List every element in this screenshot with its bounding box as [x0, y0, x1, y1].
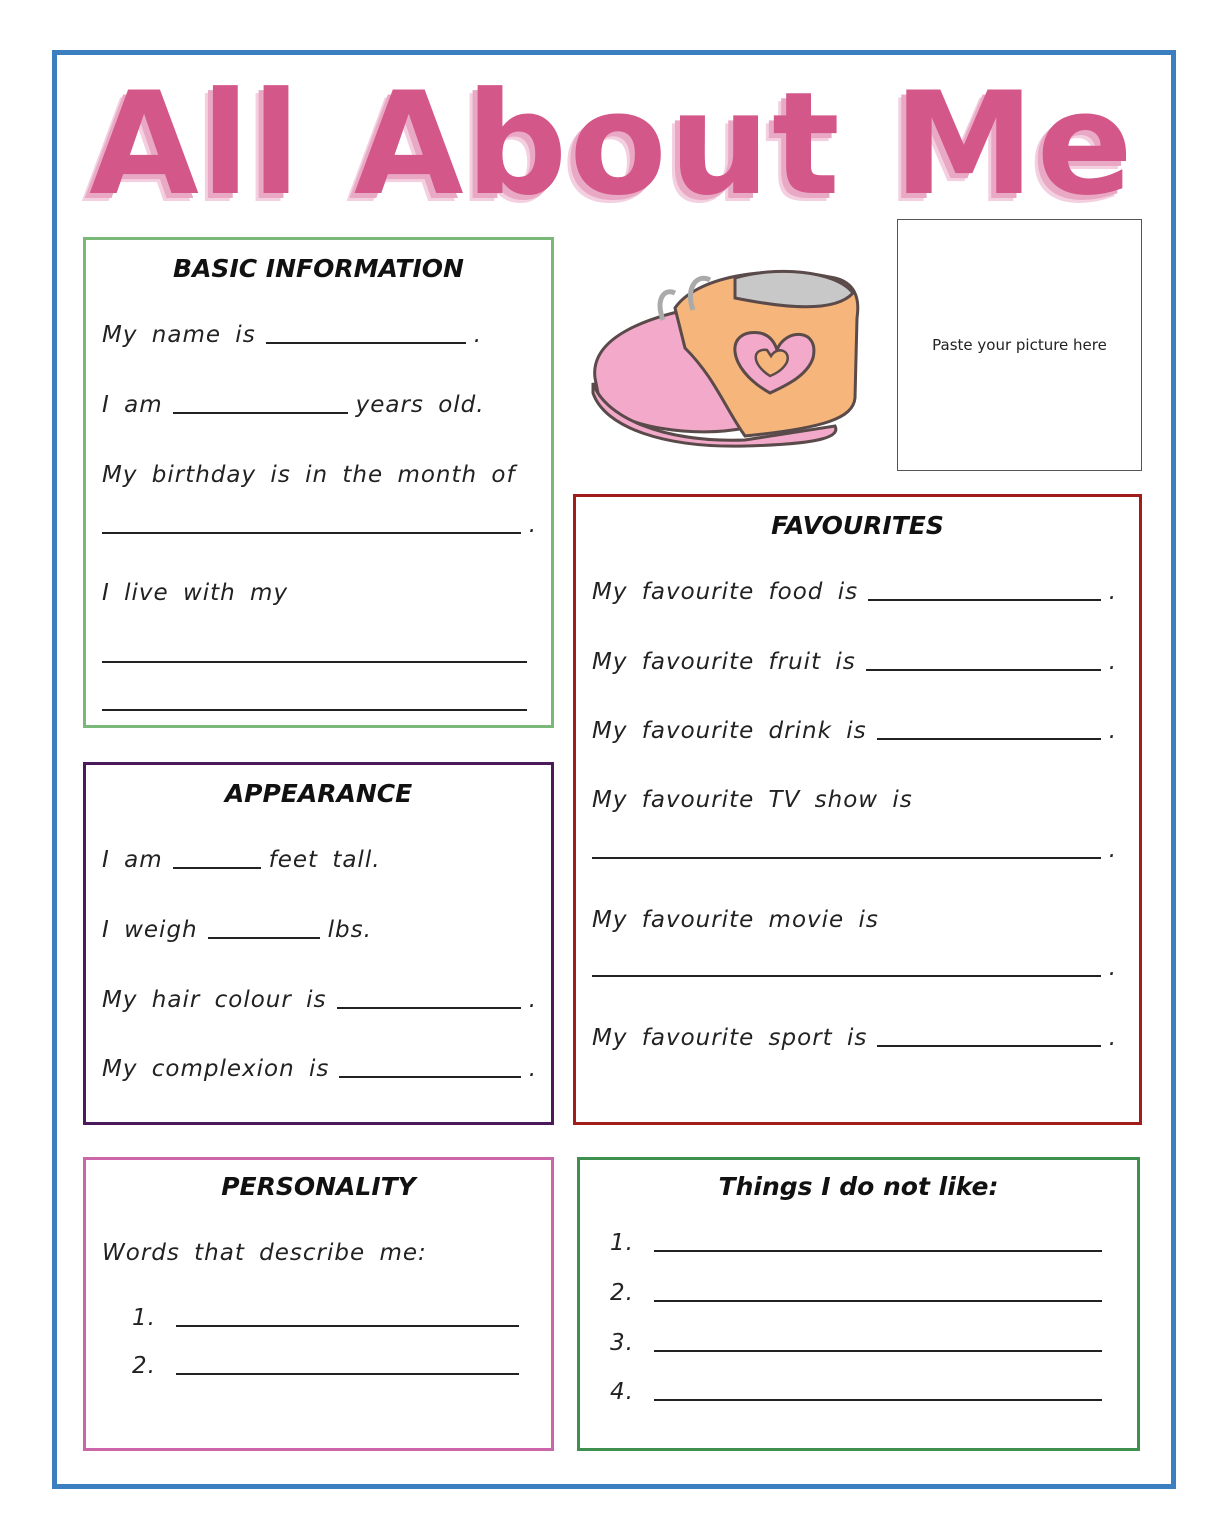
blank	[654, 1299, 1102, 1302]
sport-line	[592, 1025, 1117, 1051]
height-line	[102, 847, 381, 873]
label: My name is	[102, 322, 256, 348]
blank	[866, 668, 1101, 671]
blank	[266, 341, 466, 344]
label: My favourite food is	[592, 579, 859, 605]
blank	[102, 708, 527, 711]
complexion-line	[102, 1056, 537, 1082]
number: 1.	[610, 1230, 634, 1256]
label: My favourite drink is	[592, 718, 867, 744]
section-heading: FAVOURITES	[771, 511, 944, 540]
dislike-line-3	[610, 1330, 1110, 1356]
number: 1.	[132, 1305, 156, 1331]
drink-line	[592, 718, 1117, 744]
label: My birthday is in the month of	[102, 462, 516, 488]
blank	[102, 531, 521, 534]
label: .	[1108, 837, 1117, 863]
tv-blank-line	[592, 837, 1117, 863]
blank	[337, 1006, 521, 1009]
label: .	[473, 322, 482, 348]
personality-line-2	[132, 1353, 527, 1379]
personality-line-1	[132, 1305, 527, 1331]
number: 3.	[610, 1330, 634, 1356]
blank	[173, 411, 348, 414]
label: years old.	[355, 392, 485, 418]
section-heading: PERSONALITY	[221, 1172, 416, 1201]
blank	[173, 866, 261, 869]
section-heading: Things I do not like:	[718, 1172, 999, 1201]
birthday-line	[102, 462, 516, 488]
label: .	[1108, 649, 1117, 675]
label: .	[1108, 718, 1117, 744]
label: I live with my	[102, 580, 289, 606]
dislike-line-1	[610, 1230, 1110, 1256]
age-line	[102, 392, 485, 418]
label: I am	[102, 847, 163, 873]
blank	[877, 1044, 1100, 1047]
blank	[102, 660, 527, 663]
favourites-section	[573, 494, 1142, 1125]
name-line	[102, 322, 522, 348]
label: My favourite fruit is	[592, 649, 856, 675]
label: My complexion is	[102, 1056, 330, 1082]
personality-prompt: Words that describe me:	[102, 1240, 427, 1266]
section-heading: BASIC INFORMATION	[173, 254, 464, 283]
blank	[176, 1324, 519, 1327]
shoe-illustration	[585, 258, 865, 448]
page-title: All About Me	[89, 62, 1135, 227]
dislike-line-4	[610, 1379, 1110, 1405]
label: My favourite TV show is	[592, 787, 913, 813]
label: .	[528, 1056, 537, 1082]
basic-information-section	[83, 237, 554, 728]
appearance-section	[83, 762, 554, 1125]
number: 2.	[132, 1353, 156, 1379]
label: .	[528, 512, 537, 538]
birthday-blank-line	[102, 512, 537, 538]
picture-label: Paste your picture here	[932, 336, 1107, 354]
blank	[176, 1372, 519, 1375]
blank	[654, 1349, 1102, 1352]
label: My favourite movie is	[592, 907, 879, 933]
tv-line	[592, 787, 913, 813]
food-line	[592, 579, 1117, 605]
blank	[868, 598, 1101, 601]
dislike-line-2	[610, 1280, 1110, 1306]
blank	[592, 974, 1101, 977]
live-with-line	[102, 580, 288, 606]
hair-line	[102, 987, 537, 1013]
blank	[877, 737, 1101, 740]
label: .	[1108, 579, 1117, 605]
label: My favourite sport is	[592, 1025, 868, 1051]
personality-section	[83, 1157, 554, 1451]
label: I am	[102, 392, 163, 418]
blank	[339, 1075, 520, 1078]
number: 4.	[610, 1379, 634, 1405]
movie-blank-line	[592, 955, 1117, 981]
weight-line	[102, 917, 372, 943]
label: .	[1108, 955, 1117, 981]
dislikes-section	[577, 1157, 1140, 1451]
label: My hair colour is	[102, 987, 327, 1013]
number: 2.	[610, 1280, 634, 1306]
movie-line	[592, 907, 879, 933]
label: feet tall.	[268, 847, 381, 873]
fruit-line	[592, 649, 1117, 675]
label: .	[528, 987, 537, 1013]
picture-placeholder	[897, 219, 1142, 471]
blank	[592, 856, 1101, 859]
blank	[208, 936, 320, 939]
blank	[654, 1249, 1102, 1252]
label: I weigh	[102, 917, 198, 943]
label: lbs.	[327, 917, 372, 943]
label: .	[1108, 1025, 1117, 1051]
blank	[654, 1398, 1102, 1401]
section-heading: APPEARANCE	[224, 779, 413, 808]
